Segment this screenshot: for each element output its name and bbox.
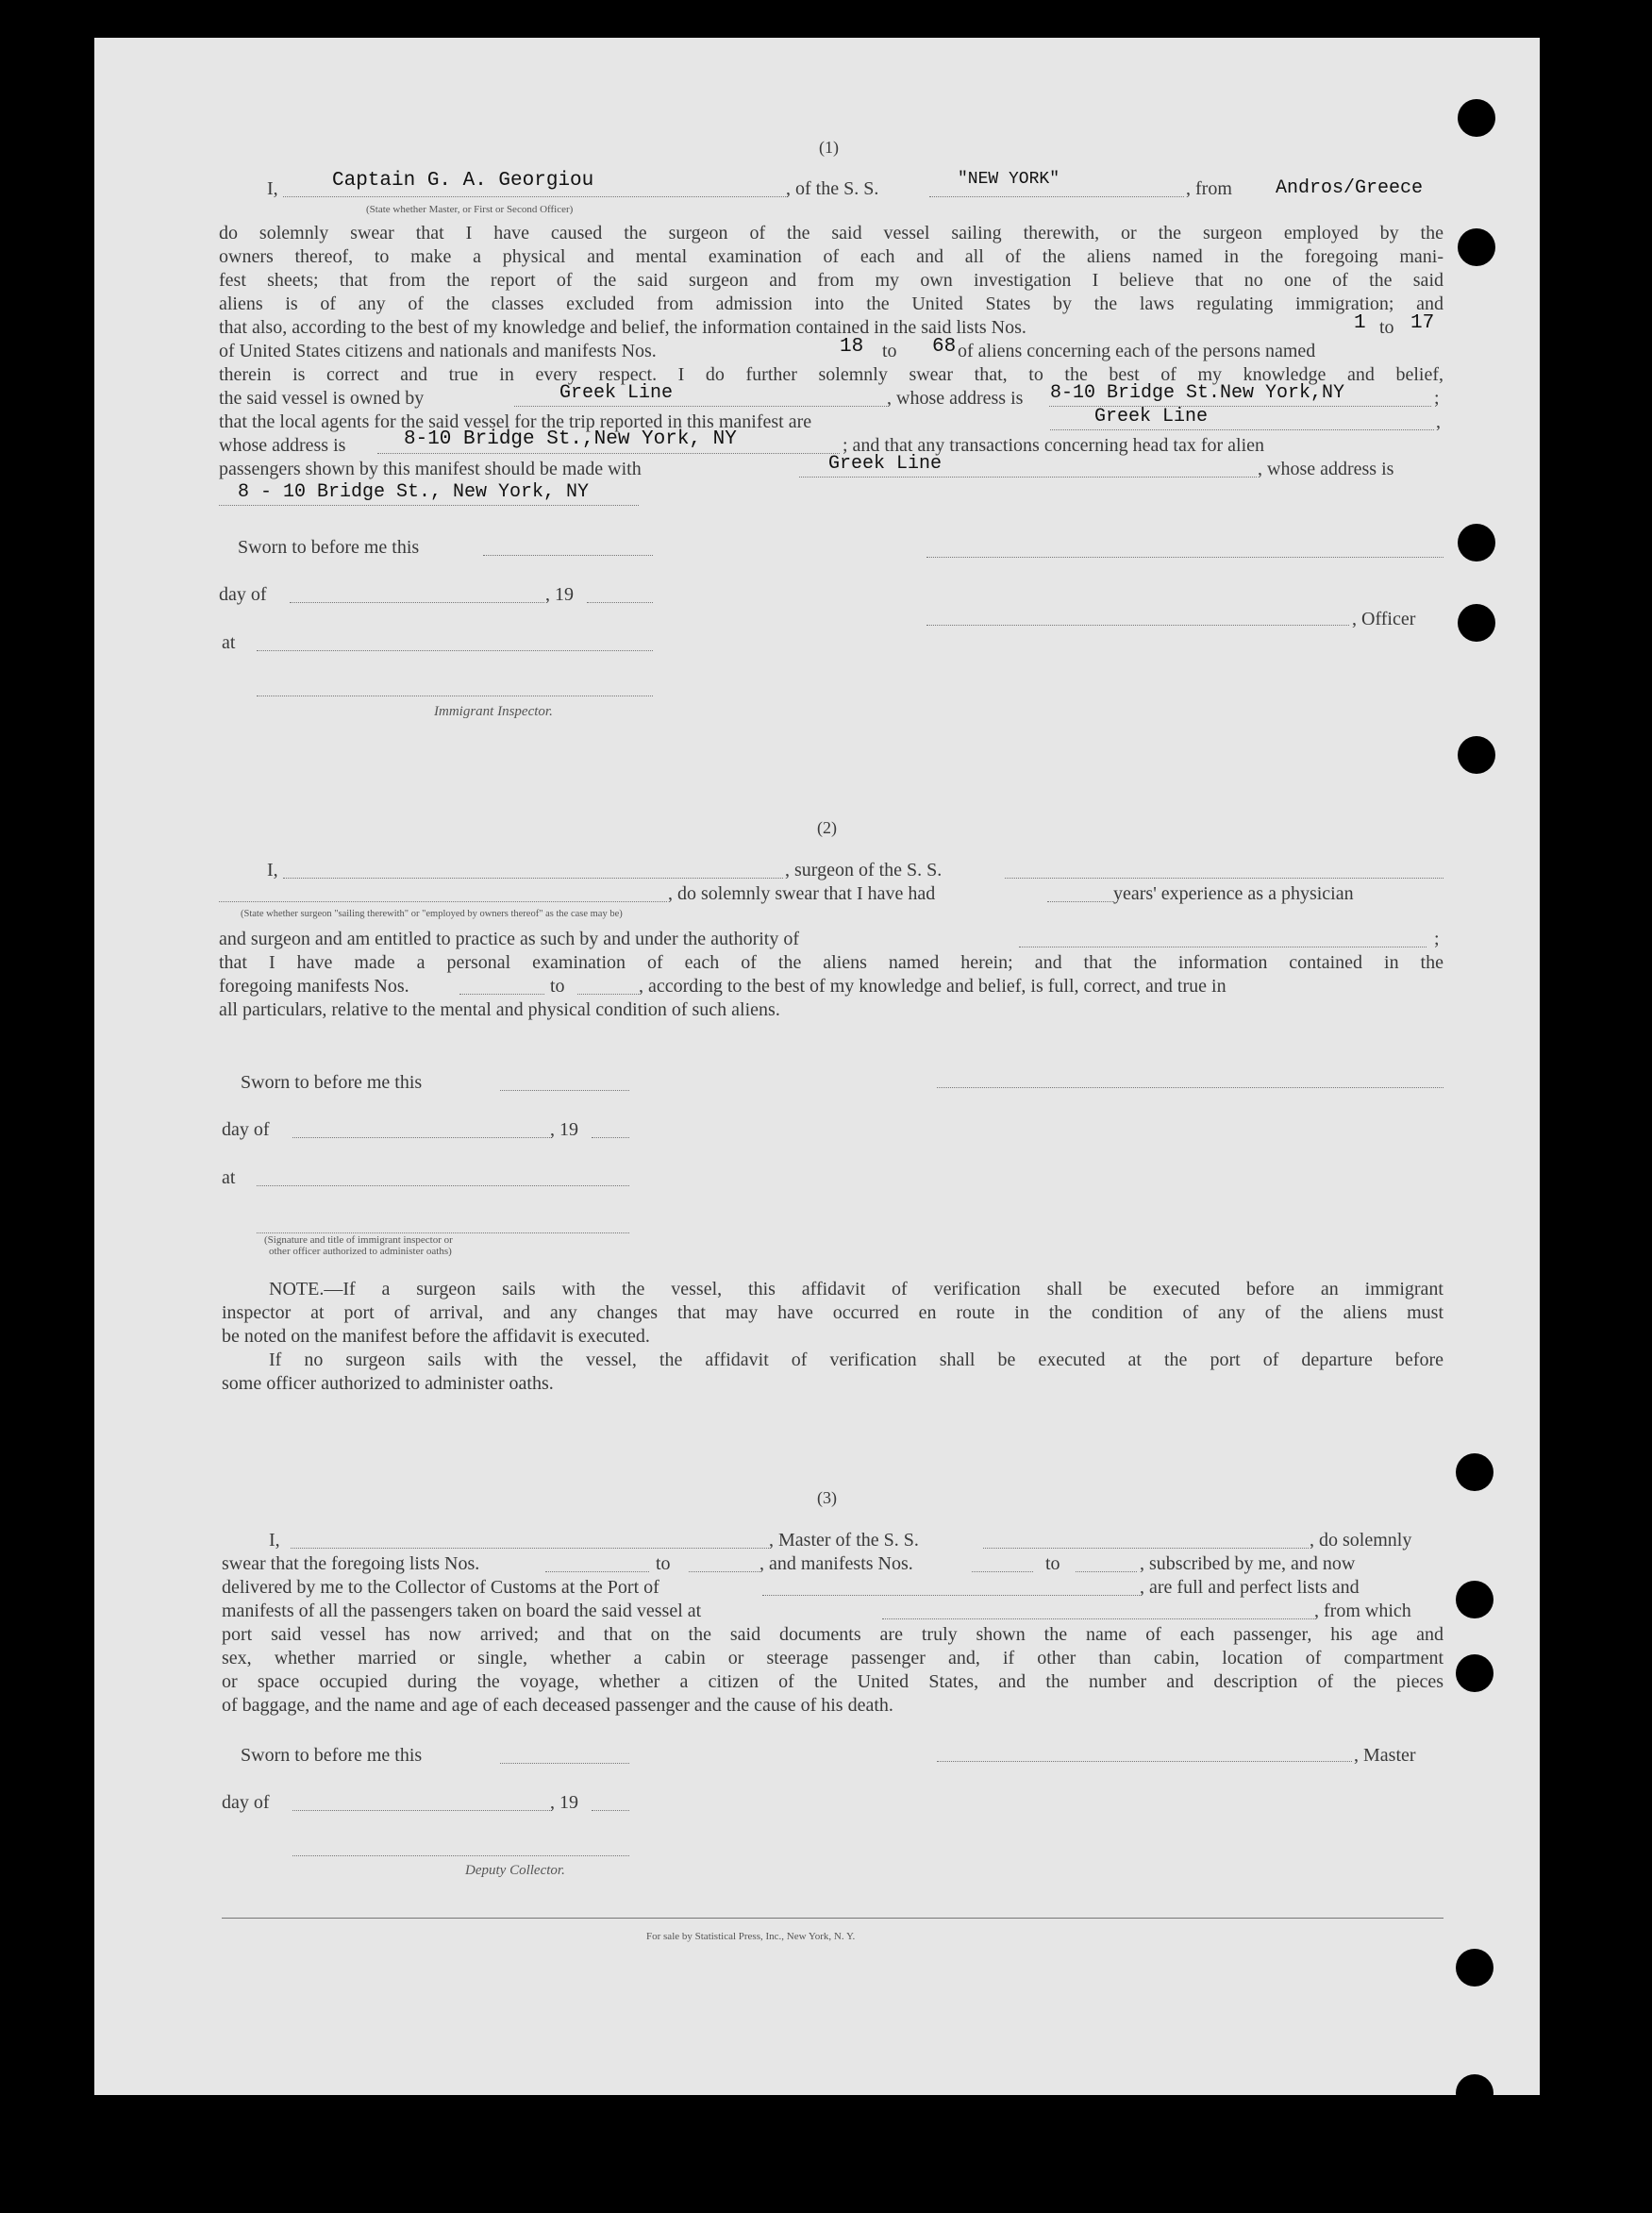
immigrant-inspector-label: Immigrant Inspector.	[434, 704, 553, 719]
officer-label: , Officer	[1352, 609, 1416, 629]
printer-imprint: For sale by Statistical Press, Inc., New York, N. Y.	[646, 1931, 856, 1942]
headtax-label: passengers shown by this manifest should be made with	[219, 459, 642, 479]
sworn-label-1: Sworn to before me this	[238, 537, 420, 558]
s3-manifests-from-line	[972, 1571, 1033, 1572]
lists-to-word: to	[1379, 317, 1394, 338]
punch-hole	[1456, 1949, 1493, 1987]
year-label-3: , 19	[550, 1792, 578, 1813]
agents-address-line	[377, 453, 840, 454]
section-1-line-1: do solemnly swear that I have caused the surgeon of the said vessel sailing therewith, or the surgeon employed by the	[219, 223, 1443, 243]
sworn-label-3: Sworn to before me this	[241, 1745, 423, 1766]
section-1-number: (1)	[819, 138, 839, 157]
section-3-line-3b: , are full and perfect lists and	[1140, 1577, 1360, 1598]
note-line-3: be noted on the manifest before the affidavit is executed.	[222, 1326, 650, 1347]
lists-to: 17	[1410, 312, 1435, 334]
day-of-label-3: day of	[222, 1792, 270, 1813]
punch-hole	[1458, 604, 1495, 642]
captain-field-line	[283, 196, 788, 197]
line-9-end: ,	[1436, 411, 1441, 432]
day-of-label-2: day of	[222, 1119, 270, 1140]
agents-address: 8-10 Bridge St.,New York, NY	[404, 428, 737, 450]
section-1-i-label: I,	[267, 178, 278, 199]
section-1-line-6b: of aliens concerning each of the persons named	[958, 341, 1316, 361]
sworn-line-2	[500, 1090, 629, 1091]
at-label-1: at	[222, 632, 236, 653]
manifests-to-line-2	[577, 994, 639, 995]
section-1-line-6a: of United States citizens and nationals and manifests Nos.	[219, 341, 657, 361]
punch-hole	[1456, 2074, 1493, 2112]
year-line-1	[587, 602, 653, 603]
surgeon-of-label: , surgeon of the S. S.	[785, 860, 943, 880]
manifests-to: 68	[932, 336, 957, 358]
punch-hole	[1458, 524, 1495, 562]
manifests-from: 18	[840, 336, 864, 358]
section-2-line-2a: , do solemnly swear that I have had	[668, 883, 936, 904]
section-2-line-5b: to	[550, 976, 565, 997]
owner: Greek Line	[559, 382, 674, 404]
footer-rule	[222, 1918, 1443, 1919]
agents-label: that the local agents for the said vessel for the trip reported in this manifest are	[219, 411, 812, 432]
surgeon-note: (State whether surgeon "sailing therewith" or "employed by owners thereof" as the case may be)	[241, 909, 623, 919]
surgeon-sig-line	[937, 1087, 1443, 1088]
sworn-label-2: Sworn to before me this	[241, 1072, 423, 1093]
deputy-collector-label: Deputy Collector.	[465, 1863, 565, 1878]
section-3-line-2c: , and manifests Nos.	[759, 1553, 913, 1574]
section-2-number: (2)	[817, 818, 837, 837]
surgeon-type-line	[219, 901, 667, 902]
section-2-line-5a: foregoing manifests Nos.	[219, 976, 409, 997]
line-8-end: ;	[1434, 388, 1440, 409]
master-ship-line	[983, 1548, 1309, 1549]
punch-hole	[1456, 1581, 1493, 1618]
punch-hole	[1458, 736, 1495, 774]
captain-name: Captain G. A. Georgiou	[332, 170, 594, 192]
headtax-agent: Greek Line	[828, 453, 943, 475]
day-line-1	[290, 602, 544, 603]
sig-line-1a	[926, 557, 1443, 558]
ship-name: "NEW YORK"	[958, 170, 1060, 189]
owner-address: 8-10 Bridge St.New York,NY	[1050, 382, 1345, 404]
surgeon-ship-line	[1005, 878, 1443, 879]
sig-line-2	[257, 1232, 629, 1233]
section-1-line-4: aliens is of any of the classes excluded from admission into the United States by the laws regulating immigration; and	[219, 293, 1443, 314]
sworn-line-1	[483, 555, 653, 556]
note-line-4: If no surgeon sails with the vessel, the affidavit of verification shall be executed at the port of departure before	[269, 1350, 1443, 1370]
s3-manifests-to-line	[1076, 1571, 1137, 1572]
section-3-line-6: sex, whether married or single, whether a cabin or steerage passenger and, if other than cabin, location of compartment	[222, 1648, 1443, 1668]
punch-hole	[1456, 1453, 1493, 1491]
year-label-1: , 19	[545, 584, 574, 605]
owned-by-label: the said vessel is owned by	[219, 388, 425, 409]
headtax-address-line	[219, 505, 639, 506]
punch-hole	[1456, 1654, 1493, 1692]
from-port: Andros/Greece	[1276, 177, 1424, 199]
owner-field-line	[514, 406, 887, 407]
section-3-line-5: port said vessel has now arrived; and that on the said documents are truly shown the name of each passenger, his age and	[222, 1624, 1443, 1645]
at-line-1	[257, 650, 653, 651]
agents-field-line	[1050, 429, 1434, 430]
surgeon-name-line	[283, 878, 783, 879]
section-3-line-2b: to	[656, 1553, 671, 1574]
boarding-port-line	[882, 1618, 1314, 1619]
port-line	[762, 1595, 1140, 1596]
line-10-b: ; and that any transactions concerning head tax for alien	[843, 435, 1265, 456]
lists-from: 1	[1354, 312, 1366, 334]
section-2-i-label: I,	[267, 860, 278, 880]
deputy-sig-line	[292, 1855, 629, 1856]
ship-field-line	[929, 196, 1184, 197]
at-label-2: at	[222, 1167, 236, 1188]
at-line-2	[257, 1185, 629, 1186]
section-1-line-7: therein is correct and true in every respect. I do further solemnly swear that, to the best of my knowledge and belief,	[219, 364, 1443, 385]
agents: Greek Line	[1094, 406, 1209, 428]
sig-note-2: other officer authorized to administer oaths)	[269, 1246, 452, 1257]
year-label-2: , 19	[550, 1119, 578, 1140]
sig-note-1: (Signature and title of immigrant inspector or	[264, 1234, 453, 1246]
master-sig-line	[937, 1761, 1352, 1762]
section-2-line-2b: years' experience as a physician	[1113, 883, 1354, 904]
manifests-to-word: to	[882, 341, 897, 361]
master-name-line	[291, 1548, 769, 1549]
headtax-address: 8 - 10 Bridge St., New York, NY	[238, 481, 590, 503]
year-line-3	[592, 1810, 629, 1811]
day-of-label-1: day of	[219, 584, 267, 605]
section-1-line-2: owners thereof, to make a physical and mental examination of each and all of the aliens named in the foregoing mani-	[219, 246, 1443, 267]
section-2-line-5c: , according to the best of my knowledge and belief, is full, correct, and true in	[639, 976, 1226, 997]
section-1-line-3: fest sheets; that from the report of the said surgeon and from my own investigation I believe that no one of the said	[219, 270, 1443, 291]
owner-address-label: , whose address is	[887, 388, 1024, 409]
note-line-5: some officer authorized to administer oaths.	[222, 1373, 554, 1394]
section-3-number: (3)	[817, 1488, 837, 1507]
section-3-line-2d: to	[1045, 1553, 1060, 1574]
master-of-label: , Master of the S. S.	[769, 1530, 919, 1551]
manifests-from-line-2	[459, 994, 544, 995]
section-3-line-8: of baggage, and the name and age of each deceased passenger and the cause of his death.	[222, 1695, 893, 1716]
from-label: , from	[1186, 178, 1232, 199]
do-solemnly-label: , do solemnly	[1310, 1530, 1412, 1551]
sworn-line-3	[500, 1763, 629, 1764]
years-line	[1047, 901, 1113, 902]
section-3-line-7: or space occupied during the voyage, whether a citizen of the United States, and the number and description of the pieces	[222, 1671, 1443, 1692]
section-3-line-2e: , subscribed by me, and now	[1140, 1553, 1356, 1574]
section-3-line-4b: , from which	[1314, 1601, 1411, 1621]
day-line-3	[292, 1810, 552, 1811]
day-line-2	[292, 1137, 552, 1138]
headtax-field-line	[799, 477, 1257, 478]
agents-address-label: whose address is	[219, 435, 346, 456]
of-the-ss-label: , of the S. S.	[786, 178, 879, 199]
s3-lists-to-line	[689, 1571, 759, 1572]
year-line-2	[592, 1137, 629, 1138]
section-3-line-2a: swear that the foregoing lists Nos.	[222, 1553, 480, 1574]
note-line-1: NOTE.—If a surgeon sails with the vessel, this affidavit of verification shall be executed before an immigrant	[269, 1279, 1443, 1299]
section-2-line-3: and surgeon and am entitled to practice as such by and under the authority of	[219, 929, 799, 949]
section-3-line-3a: delivered by me to the Collector of Customs at the Port of	[222, 1577, 659, 1598]
section-2-line-3-end: ;	[1434, 929, 1440, 949]
master-sig-label: , Master	[1354, 1745, 1416, 1766]
s3-lists-from-line	[545, 1571, 649, 1572]
headtax-address-label: , whose address is	[1258, 459, 1394, 479]
punch-hole	[1458, 99, 1495, 137]
punch-hole	[1458, 228, 1495, 266]
master-note: (State whether Master, or First or Second Officer)	[366, 204, 574, 215]
section-2-line-4: that I have made a personal examination of each of the aliens named herein; and that the information contained in the	[219, 952, 1443, 973]
note-line-2: inspector at port of arrival, and any changes that may have occurred en route in the condition of any of the aliens must	[222, 1302, 1443, 1323]
section-3-i-label: I,	[269, 1530, 280, 1551]
officer-sig-line	[926, 625, 1349, 626]
section-3-line-4a: manifests of all the passengers taken on board the said vessel at	[222, 1601, 702, 1621]
section-2-line-6: all particulars, relative to the mental and physical condition of such aliens.	[219, 999, 780, 1020]
section-1-line-5: that also, according to the best of my knowledge and belief, the information contained in the said lists Nos.	[219, 317, 1026, 338]
